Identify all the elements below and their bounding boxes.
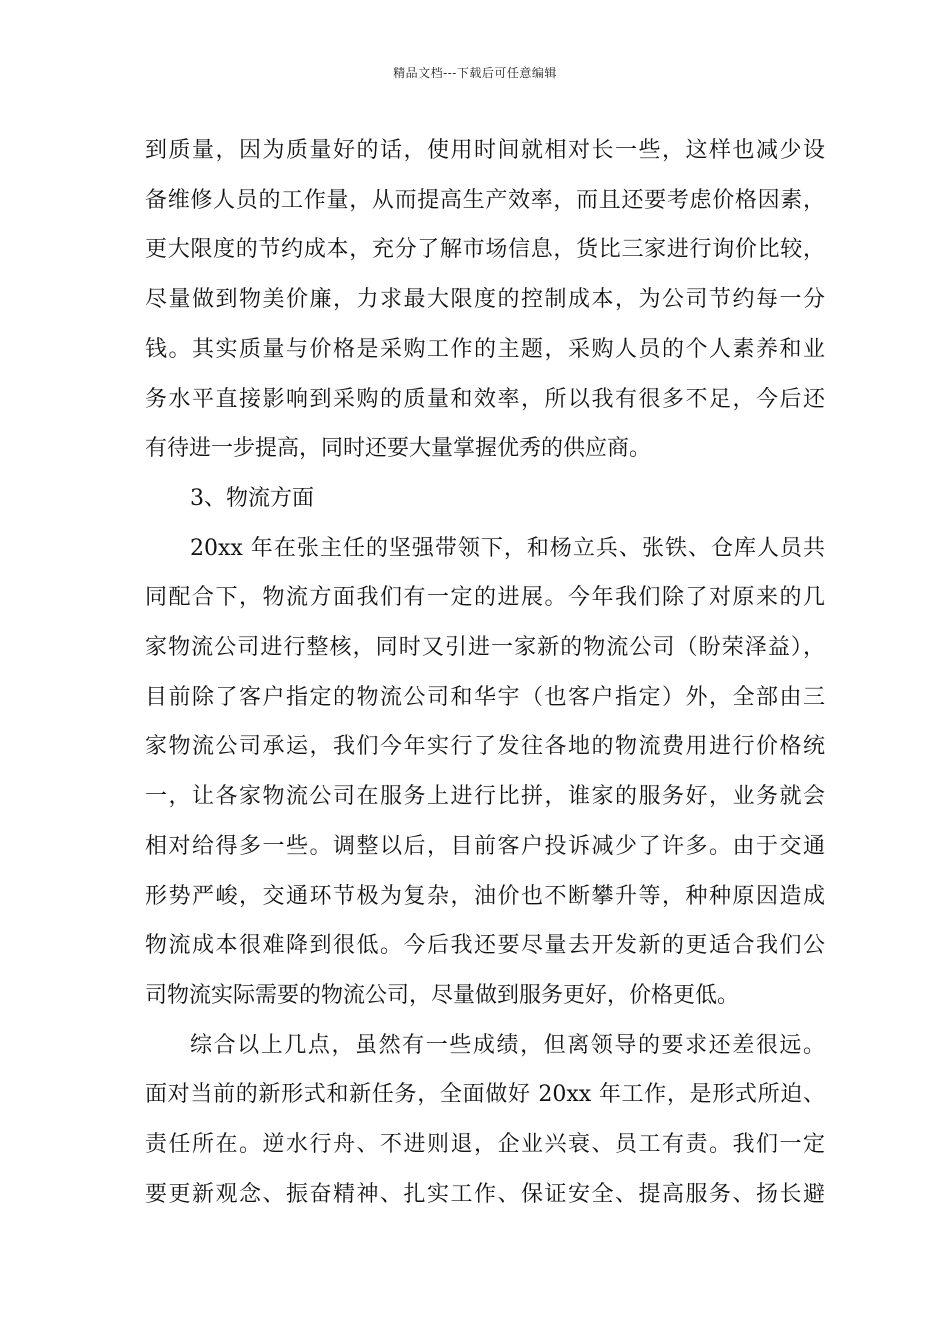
text-line: 钱。其实质量与价格是采购工作的主题，采购人员的个人素养和业 xyxy=(145,337,825,362)
text-line: 要更新观念、振奋精神、扎实工作、保证安全、提高服务、扬长避 xyxy=(145,1182,825,1207)
text-line: 备维修人员的工作量，从而提高生产效率，而且还要考虑价格因素， xyxy=(145,188,825,213)
text-line: 同配合下，物流方面我们有一定的进展。今年我们除了对原来的几 xyxy=(145,585,825,610)
page-header: 精品文档---下载后可任意编辑 xyxy=(393,66,557,80)
text-line: 形势严峻，交通环节极为复杂，油价也不断攀升等，种种原因造成 xyxy=(145,884,825,909)
text-line: 尽量做到物美价廉，力求最大限度的控制成本，为公司节约每一分 xyxy=(145,287,825,312)
text-line: 司物流实际需要的物流公司，尽量做到服务更好，价格更低。 xyxy=(145,983,740,1008)
text-line: 20xx 年在张主任的坚强带领下，和杨立兵、张铁、仓库人员共 xyxy=(190,536,825,561)
text-line: 到质量，因为质量好的话，使用时间就相对长一些，这样也减少设 xyxy=(145,138,825,163)
text-line: 家物流公司进行整核，同时又引进一家新的物流公司（盼荣泽益）， xyxy=(145,635,825,660)
text-line: 物流成本很难降到很低。今后我还要尽量去开发新的更适合我们公 xyxy=(145,933,825,958)
text-line: 一，让各家物流公司在服务上进行比拼，谁家的服务好，业务就会 xyxy=(145,784,825,809)
text-line: 综合以上几点，虽然有一些成绩，但离领导的要求还差很远。 xyxy=(190,1033,825,1058)
text-line: 更大限度的节约成本，充分了解市场信息，货比三家进行询价比较， xyxy=(145,237,825,262)
text-line: 家物流公司承运，我们今年实行了发往各地的物流费用进行价格统 xyxy=(145,734,825,759)
section-heading: 3、物流方面 xyxy=(190,486,314,511)
text-line: 目前除了客户指定的物流公司和华宇（也客户指定）外，全部由三 xyxy=(145,685,825,710)
text-line: 面对当前的新形式和新任务，全面做好 20xx 年工作，是形式所迫、 xyxy=(145,1082,825,1107)
text-line: 务水平直接影响到采购的质量和效率，所以我有很多不足，今后还 xyxy=(145,387,825,412)
text-line: 相对给得多一些。调整以后，目前客户投诉减少了许多。由于交通 xyxy=(145,834,825,859)
text-line: 有待进一步提高，同时还要大量掌握优秀的供应商。 xyxy=(145,436,652,461)
text-line: 责任所在。逆水行舟、不进则退，企业兴衰、员工有责。我们一定 xyxy=(145,1132,825,1157)
